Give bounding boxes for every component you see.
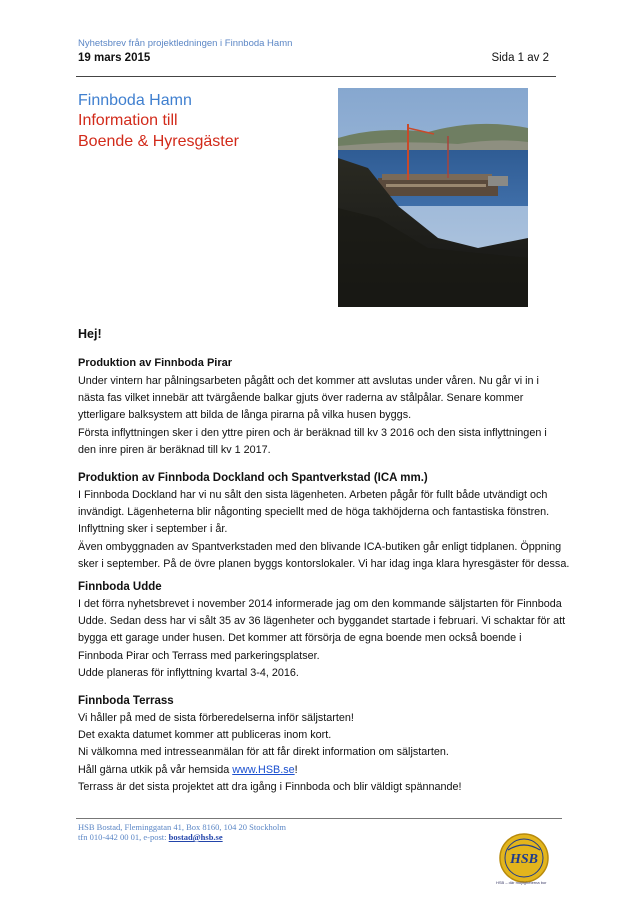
footer-address: HSB Bostad, Fleminggatan 41, Box 8160, 104 20 Stockholm <box>78 822 287 832</box>
paragraph-line: bygga ett garage under husen. Det kommer att försörja de egna boende men också boende i <box>78 632 522 645</box>
title-info: Information till <box>78 112 178 129</box>
paragraph-line: Även ombyggnaden av Spantverkstaden med den blivande ICA-butiken går enligt tidplanen. Öppning <box>78 540 562 553</box>
hsb-slogan: HSB – där möjligheterna bor <box>496 880 547 885</box>
footer-phone: tfn 010-442 00 01, e-post: <box>78 832 169 842</box>
paragraph-line: Första inflyttningen sker i den yttre piren och är beräknad till kv 3 2016 och den sista inflyttningen i <box>78 426 547 439</box>
paragraph-line: Vi håller på med de sista förberedelserna inför säljstarten! <box>78 712 354 724</box>
paragraph-line: I Finnboda Dockland har vi nu sålt den sista lägenheten. Arbeten pågår för fullt både utvändigt och <box>78 489 548 501</box>
page-number: Sida 1 av 2 <box>491 52 549 64</box>
paragraph-line-with-link <box>78 762 560 779</box>
paragraph-line: Udde. Sedan dess har vi sålt 35 av 36 lägenheter och byggandet startade i februari. Vi schaktar för att <box>78 615 566 628</box>
title-audience: Boende & Hyresgäster <box>78 133 239 150</box>
paragraph-line: I det förra nyhetsbrevet i november 2014 informerade jag om den kommande säljstarten för Finnboda <box>78 598 562 610</box>
section-pirar <box>78 356 560 459</box>
title-project: Finnboda Hamn <box>78 92 192 109</box>
paragraph-line: Under vintern har pålningsarbeten pågått och det kommer att avslutas under våren. Nu går vi in i <box>78 375 539 387</box>
footer-email-link[interactable]: bostad@hsb.se <box>168 832 223 842</box>
newsletter-source: Nyhetsbrev från projektledningen i Finnboda Hamn <box>78 38 293 49</box>
paragraph-line: Ni välkomna med intresseanmälan för att får direkt information om säljstarten. <box>78 746 449 759</box>
section-terrass <box>78 693 560 796</box>
footer-contact <box>78 832 223 842</box>
section-heading: Produktion av Finnboda Pirar <box>78 357 233 369</box>
paragraph-line: den inre piren är beräknad till kv 1 2017. <box>78 443 271 456</box>
paragraph-line: Terrass är det sista projektet att dra igång i Finnboda och blir väldigt spännande! <box>78 780 462 793</box>
greeting: Hej! <box>78 327 102 341</box>
paragraph-line: Finnboda Pirar och Terrass med parkeringsplatser. <box>78 649 320 662</box>
link-suffix: ! <box>294 763 298 776</box>
harbor-photo <box>338 88 528 307</box>
paragraph-line: invändigt. Lägenheterna blir någonting speciellt med de höga takhöjderna och fantastiska fönstren. <box>78 506 550 519</box>
paragraph-line: Udde planeras för inflyttning kvartal 3-4, 2016. <box>78 666 299 679</box>
paragraph-line: Inflyttning sker i september i år. <box>78 523 228 536</box>
logo-text: HSB <box>509 852 539 867</box>
section-udde <box>78 579 566 682</box>
hsb-website-link[interactable]: www.HSB.se <box>232 763 295 776</box>
header-divider <box>76 76 556 77</box>
link-prefix: Håll gärna utkik på vår hemsida <box>78 763 233 776</box>
paragraph-line: nästa fas vilket innebär att tvärgående balkar gjuts över raderna av stålpålar. Senare kommer <box>78 392 524 405</box>
paragraph-line: sker i september. På de övre planen byggs kontorslokaler. Vi har idag inga klara hyresgäster för dessa. <box>78 557 570 570</box>
section-dockland <box>78 470 570 573</box>
paragraph-line: Det exakta datumet kommer att publiceras inom kort. <box>78 729 332 742</box>
footer-divider <box>76 818 562 819</box>
section-heading: Finnboda Udde <box>78 581 162 593</box>
section-heading: Finnboda Terrass <box>78 695 174 707</box>
section-heading: Produktion av Finnboda Dockland och Spantverkstad (ICA mm.) <box>78 472 428 484</box>
paragraph-line: ytterligare balksystem att bilda de långa pirarna på vilka husen byggs. <box>78 409 412 422</box>
newsletter-date: 19 mars 2015 <box>78 52 151 64</box>
